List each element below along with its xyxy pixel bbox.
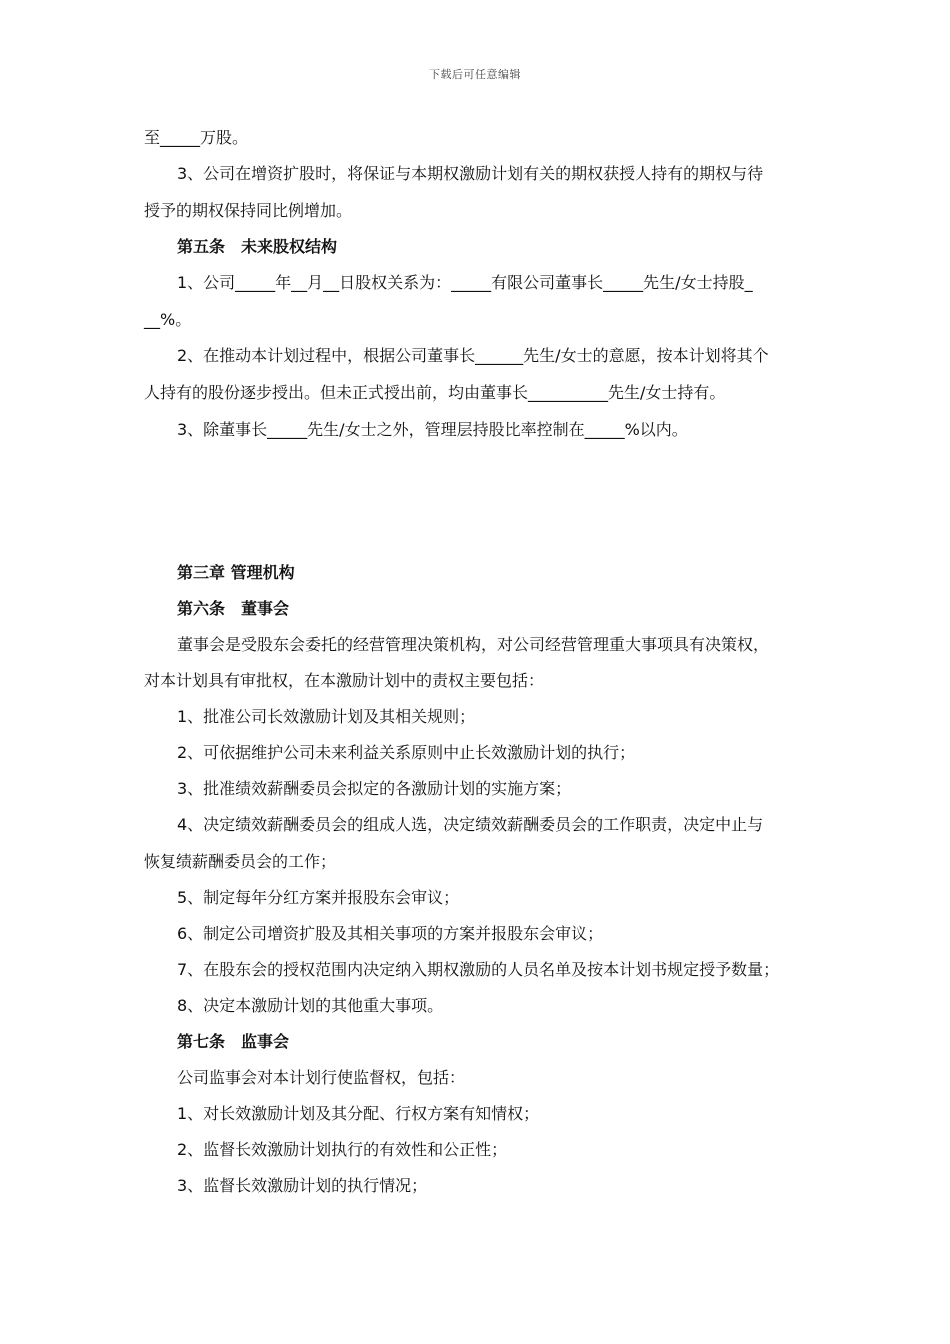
page-header: 下载后可任意编辑 [429, 68, 521, 81]
article-heading: 第五条 未来股权结构 [177, 237, 338, 256]
paragraph-line: 恢复绩薪酬委员会的工作； [144, 852, 337, 871]
paragraph-line: 7、在股东会的授权范围内决定纳入期权激励的人员名单及按本计划书规定授予数量； [177, 960, 780, 979]
paragraph-line: 8、决定本激励计划的其他重大事项。 [177, 996, 444, 1015]
paragraph-line: 3、公司在增资扩股时，将保证与本期权激励计划有关的期权获授人持有的期权与待 [177, 164, 764, 183]
paragraph-line: 1、批准公司长效激励计划及其相关规则； [177, 707, 476, 726]
paragraph-line: 1、公司_____年__月__日股权关系为：_____有限公司董事长_____先生/女士持股_ [177, 273, 753, 292]
chapter-heading: 第三章 管理机构 [177, 563, 295, 582]
paragraph-line: 4、决定绩效薪酬委员会的组成人选，决定绩效薪酬委员会的工作职责，决定中止与 [177, 815, 764, 834]
paragraph-line: 对本计划具有审批权，在本激励计划中的责权主要包括： [144, 671, 545, 690]
paragraph-line: 公司监事会对本计划行使监督权，包括： [177, 1068, 466, 1087]
paragraph-line: 6、制定公司增资扩股及其相关事项的方案并报股东会审议； [177, 924, 604, 943]
paragraph-line: 至_____万股。 [144, 128, 249, 147]
paragraph-line: 3、监督长效激励计划的执行情况； [177, 1176, 428, 1195]
paragraph-line: 3、批准绩效薪酬委员会拟定的各激励计划的实施方案； [177, 779, 572, 798]
paragraph-line: 2、监督长效激励计划执行的有效性和公正性； [177, 1140, 508, 1159]
article-heading: 第七条 监事会 [177, 1032, 290, 1051]
paragraph-line: 5、制定每年分红方案并报股东会审议； [177, 888, 460, 907]
paragraph-line: 董事会是受股东会委托的经营管理决策机构，对公司经营管理重大事项具有决策权， [177, 635, 770, 654]
paragraph-line: 3、除董事长_____先生/女士之外，管理层持股比率控制在_____%以内。 [177, 420, 688, 439]
paragraph-line: 授予的期权保持同比例增加。 [144, 201, 353, 220]
article-heading: 第六条 董事会 [177, 599, 290, 618]
paragraph-line: 2、可依据维护公司未来利益关系原则中止长效激励计划的执行； [177, 743, 636, 762]
paragraph-line: 2、在推动本计划过程中，根据公司董事长______先生/女士的意愿，按本计划将其个 [177, 346, 769, 365]
paragraph-line: 1、对长效激励计划及其分配、行权方案有知情权； [177, 1104, 540, 1123]
paragraph-line: __%。 [144, 310, 192, 329]
paragraph-line: 人持有的股份逐步授出。但未正式授出前，均由董事长__________先生/女士持有。 [144, 383, 726, 402]
